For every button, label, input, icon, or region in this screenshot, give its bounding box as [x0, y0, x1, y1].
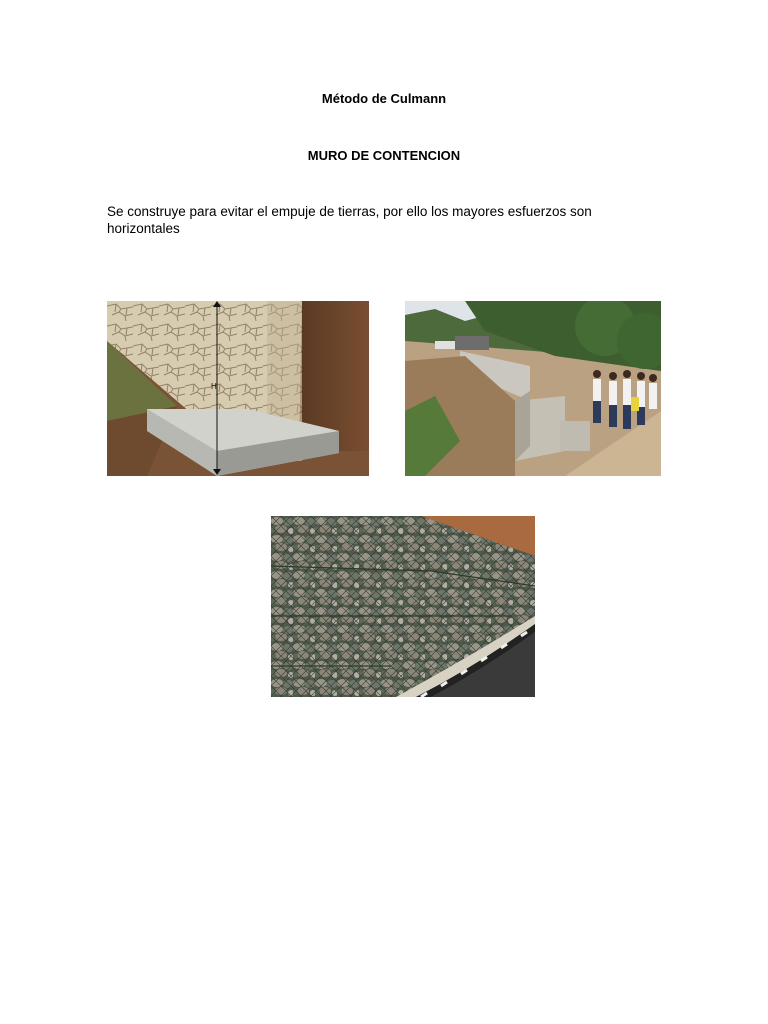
document-title: Método de Culmann — [321, 91, 447, 106]
section-heading: MURO DE CONTENCION — [307, 148, 461, 163]
concrete-wall-construction-image — [405, 301, 661, 476]
dimension-label: H — [211, 382, 217, 391]
gabion-wall-photo-icon — [271, 516, 535, 697]
concrete-retaining-wall-construction-photo-icon — [405, 301, 661, 476]
stone-retaining-wall-diagram-icon — [107, 301, 369, 476]
body-paragraph: Se construye para evitar el empuje de tierras, por ello los mayores esfuerzos son horizontales — [107, 204, 592, 236]
gabion-wall-image — [271, 516, 535, 697]
stone-retaining-wall-image — [107, 301, 369, 476]
